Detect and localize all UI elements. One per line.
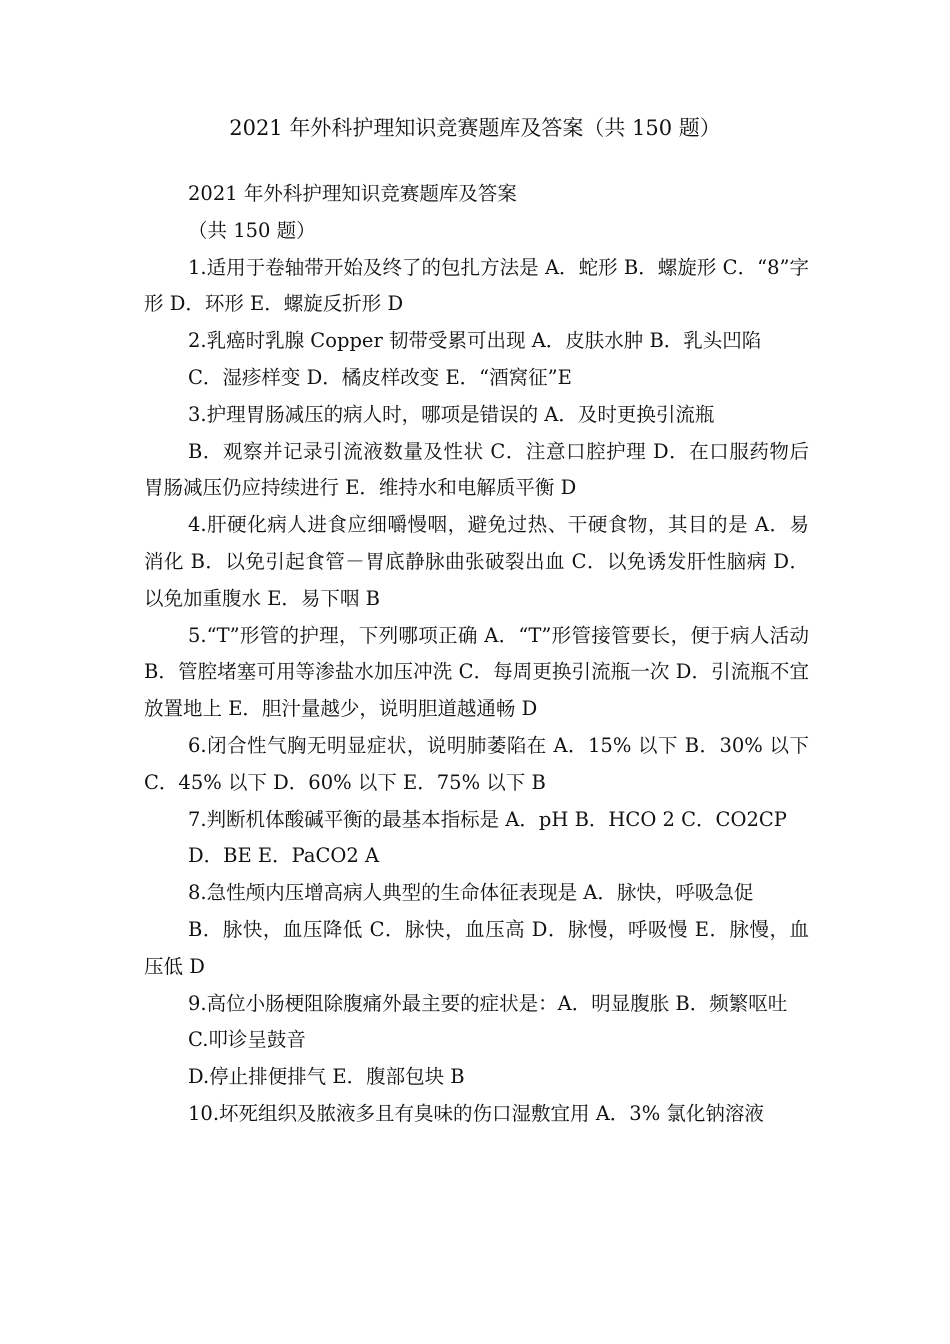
- paragraph: 2021 年外科护理知识竞赛题库及答案: [188, 182, 517, 205]
- paragraph: D.停止排便排气 E．腹部包块 B: [188, 1065, 465, 1089]
- paragraph: （共 150 题）: [188, 218, 316, 242]
- paragraph: 2.乳癌时乳腺 Copper 韧带受累可出现 A．皮肤水肿 B．乳头凹陷: [188, 329, 762, 353]
- paragraph: 10.坏死组织及脓液多且有臭味的伤口湿敷宜用 A．3% 氯化钠溶液: [188, 1101, 764, 1125]
- paragraph: 5.“T”形管的护理，下列哪项正确 A．“T”形管接管要长，便于病人活动 B．管腔堵塞可用等渗盐水加压冲洗 C．每周更换引流瓶一次 D．引流瓶不宜放置地上 E．胆汁量越少，说明胆道越通畅 D: [144, 623, 809, 721]
- paragraph: 8.急性颅内压增高病人典型的生命体征表现是 A．脉快，呼吸急促: [188, 881, 754, 905]
- document-body: [144, 176, 809, 1133]
- document-title: 2021 年外科护理知识竞赛题库及答案（共 150 题）: [229, 116, 721, 140]
- paragraph: 6.闭合性气胸无明显症状，说明肺萎陷在 A．15% 以下 B．30% 以下 C．45% 以下 D．60% 以下 E．75% 以下 B: [144, 733, 809, 794]
- paragraph: 1.适用于卷轴带开始及终了的包扎方法是 A．蛇形 B．螺旋形 C．“8”字形 D．环形 E．螺旋反折形 D: [144, 255, 809, 316]
- paragraph: 4.肝硬化病人进食应细嚼慢咽，避免过热、干硬食物，其目的是 A．易消化 B．以免引起食管－胃底静脉曲张破裂出血 C．以免诱发肝性脑病 D．以免加重腹水 E．易下咽 B: [144, 513, 809, 610]
- paragraph: 3.护理胃肠减压的病人时，哪项是错误的 A．及时更换引流瓶: [188, 402, 715, 426]
- paragraph: C.叩诊呈鼓音: [188, 1028, 306, 1052]
- paragraph: B．观察并记录引流液数量及性状 C．注意口腔护理 D．在口服药物后胃肠减压仍应持续进行 E．维持水和电解质平衡 D: [144, 439, 809, 500]
- paragraph: 7.判断机体酸碱平衡的最基本指标是 A．pH B．HCO 2 C．CO2CP: [188, 807, 787, 831]
- paragraph: B．脉快，血压降低 C．脉快，血压高 D．脉慢，呼吸慢 E．脉慢，血压低 D: [144, 917, 809, 978]
- paragraph: 9.高位小肠梗阻除腹痛外最主要的症状是：A．明显腹胀 B．频繁呕吐: [188, 991, 788, 1015]
- paragraph: D．BE E．PaCO2 A: [188, 844, 380, 868]
- paragraph: C．湿疹样变 D．橘皮样改变 E．“酒窝征”E: [188, 365, 572, 389]
